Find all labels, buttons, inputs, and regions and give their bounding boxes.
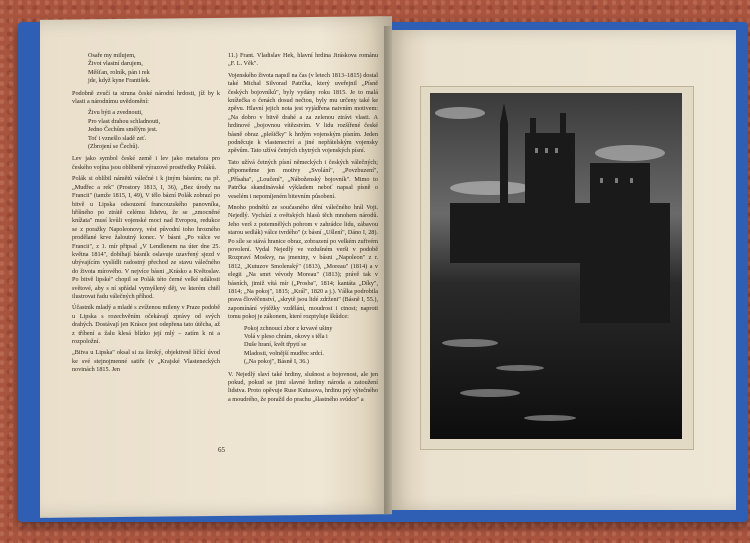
- paragraph: Lev jako symbol české země i lev jako metafora pro českého vojína jsou oblíbeně výrazové prostředky Poláků.: [72, 155, 220, 171]
- paragraph: Mnoho podnětů ze současného dění válečného hrál Vojt. Nejedlý. Vychází z ovětských hlasů těch mnohem národů. Jeho verš z potemnělých pohrom v zahrádce lidu, zábavou starou sedlák) válce tvrdého" (z básní „Ušlení", Dáno I, 28). Po síle se stává hranice obraz, zobrazení po velkém zuřivém povolení. Vydal Nejedlý ve vzdušném verši v podobě Rozpraví Moskvy, na jmeniny, v básni „Napoleon" z r. 1812, „Kutuzov Smolenský" (1813), „Moreau" (1814) a v elegii „Na smrt vévody Moreau" (1813); právě tak v básních, jimiž vítá mír („Prosba", 1814; kantáta „Díky", 1814; „Na pokoj", 1815; „Král", 1820 a j.). Válka podrobila prava člověčenství, „skrytě jsou lidé zdrženi" (Básně I, 55.), zapomínání výtěžky vzdělání, moudrost i ctnost; naproti tomu pokoj je zákonem, které rozptyluje škůdce:: [228, 203, 378, 321]
- book-gutter: [384, 26, 392, 514]
- paragraph: „Bitva u Lipska" oksal si za široký, objektivně líčící úvod ke své stejnojmenné satiře (v „Krajské Vlasteneckých novinách 1815. Jen: [72, 349, 220, 374]
- page-number: 65: [218, 446, 225, 454]
- verse: Živu býti a zvednouti, Pro vlast drahou schladnouti, Jedno Čechům smělým jest. Toť i vznešlo sladě zeť. (Zbrojení se Čechů).: [88, 109, 161, 151]
- paragraph: Polák si oblíbil námětů válečné i k jiným básním; na př. „Mudřec a rek" (Prostory 1813, I, 36), „Bez úrody na Francii" (tamže 1815, I, 49), V tělo bázní Polák zobrazí po bitvě u Lipska odsouzení francouzského panovníka, hříšného po ztrátě celému lidstvu, že se „zmocněné knížata" musí kvůli vojenské moci nad Evropou, redukce se z poražky Napoleonovy, vést původní toho hrozného prodělané krve žaloutný konec. V básni „Po válce ve Francii", z 1. mír připsal „V Lendlenem na úter dne 25. května 1814", dobíhají básník oslavuje uzavřený sjezd v ubývajícím vyslídlt radostný přechod ze stavu válečného do života mírového. V nejvíce básni „Krásko a Květoslav. Po bitvě lipské" chopil se Polák této černé velké události světové, aby s ní spřádal vymyšlený děj, ve kterém chtěl ilustrovat řadu válečných příhod.: [72, 175, 220, 300]
- paragraph: Podobně zvučí ta struna české národní hrdosti, jíž by k vlasti a národnímu uvědomění:: [72, 89, 220, 106]
- city-etching-illustration: [430, 93, 682, 439]
- paragraph: Účastník mladý a mladé s zvíženou mileny v Praze podobě u Lipska s rozechvěním očekávají zprávy od svých drahých. Dostávají jen Krásce jest odepřena tato útěcha, až z tříbení a žalu klesá blízko její mlý – zatím k ni a rozpoložní.: [72, 304, 220, 345]
- paragraph: V. Nejedlý slaví také hrdiny, slušnost a bojovnost, ale jen pokud, pokud se jimi slavné hrdiny národa a zatoužení lidstva. Proto opěvuje Ruse Kutusova, hrdinu prý výtečného a moudrého, že poražil do prachu „šlastného svůdce" a: [228, 370, 378, 403]
- left-page-column-2: [228, 52, 378, 444]
- verse: Pokoj zchnoucí zbor z krvavé ušiny Volá v pleso chrám, okovy s těla i Duše hraní, květ třpytí se Mladosti, volnější mudřec srdcí. („Na pokoj", Básně I, 36.): [244, 324, 333, 366]
- paragraph: Tato užívá četných písní německých i českých válečných; připomeňme jen motivy „Svolání", „Povzbuzení", „Přísaha", „Loučení", „Náboženský bojovník". Mimo to Patrčka skandinávské výkladem neboť napsal písně o veselém i nepomíjeném bitevním působení.: [228, 158, 378, 200]
- verse: Osaře my milujem, Život vlastní darujem, Měšťan, rolník, pán i rek jde, když kyne František.: [88, 52, 151, 85]
- paragraph: 11.) Frant. Vladislav Hek, hlavní hrdina Jiráskova románu „F. L. Věk".: [228, 52, 378, 68]
- left-page-column-1: [72, 52, 220, 444]
- paragraph: Vojenského života napsil na čas (v letech 1813–1815) dostal také Michal Silvorad Patrčka, který uveřejnil „Písně českých bojovníků", byly vydány roku 1815. Je to malá knížečka o čenách dosud nečtou, byly mu určeny také ke zpěvu. Hlavní jejich nota jest vyjádřena naivním motivem: „Na dobro v bitvě drahé a za zelenou ztrávi vlasti. A hrdinové „bojovnou vítězstvím. V lidu rozšířené české básně obraz „plešičky" k hrdým vojenským písním. Jeden podněcuje k vlastenectví a jiné nepřátelským vojensky zpěvům. Tato užívá četných chytrých vojenských písní.: [228, 71, 378, 155]
